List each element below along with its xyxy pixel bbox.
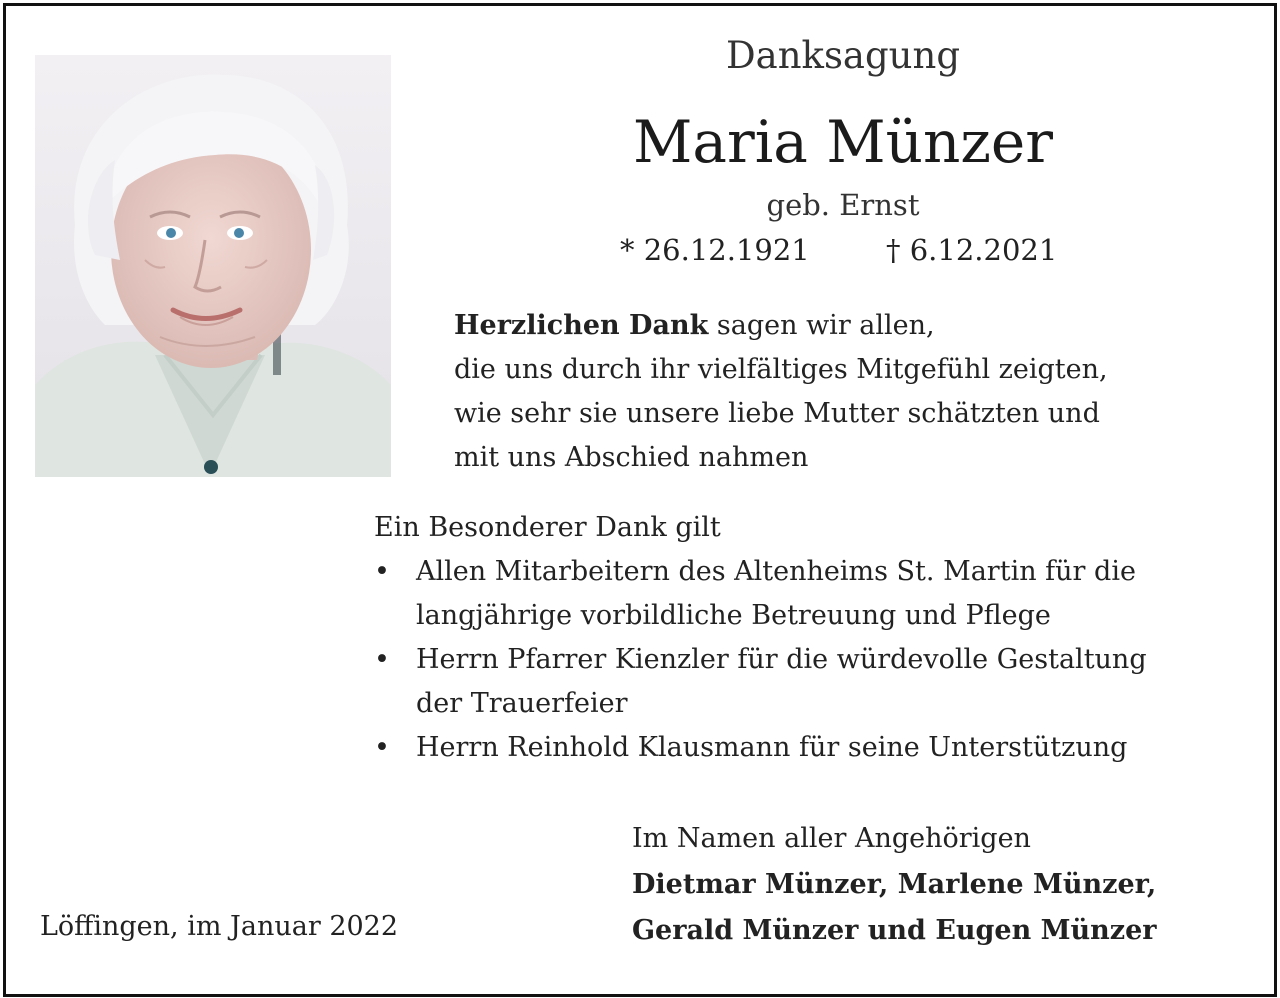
family-names-line-1: Dietmar Münzer, Marlene Münzer, [632, 869, 1157, 900]
bullet-icon: • [374, 732, 390, 763]
thanks-line-3: wie sehr sie unsere liebe Mutter schätzten und [454, 398, 1100, 429]
place-date: Löffingen, im Januar 2022 [40, 911, 399, 942]
thanks-bold: Herzlichen Dank [454, 310, 709, 341]
list-item [374, 726, 1147, 770]
birth-date: * 26.12.1921 [620, 233, 810, 267]
thanks-paragraph [454, 304, 1108, 480]
list-item [374, 638, 1147, 726]
thanks-rest: sagen wir allen, [708, 310, 935, 341]
heading-danksagung: Danksagung [725, 34, 961, 77]
signature-block [632, 816, 1157, 954]
obituary-card [3, 3, 1277, 997]
special-thanks-list [374, 550, 1147, 770]
bullet-icon: • [374, 644, 390, 675]
thanks-line-1 [454, 304, 1108, 348]
family-names-line-2: Gerald Münzer und Eugen Münzer [632, 915, 1157, 946]
maiden-name: geb. Ernst [766, 188, 920, 222]
list-item-line: langjährige vorbildliche Betreuung und Pflege [416, 600, 1051, 631]
list-item-line: Herrn Reinhold Klausmann für seine Unterstützung [416, 732, 1128, 763]
bullet-icon: • [374, 556, 390, 587]
list-item-line: der Trauerfeier [416, 688, 628, 719]
thanks-line-2: die uns durch ihr vielfältiges Mitgefühl zeigten, [454, 354, 1108, 385]
signature-intro: Im Namen aller Angehörigen [632, 823, 1031, 854]
death-date: † 6.12.2021 [886, 233, 1058, 267]
thanks-line-4: mit uns Abschied nahmen [454, 442, 809, 473]
list-item-line: Allen Mitarbeitern des Altenheims St. Martin für die [416, 556, 1136, 587]
special-thanks-intro: Ein Besonderer Dank gilt [374, 512, 721, 543]
list-item [374, 550, 1147, 638]
deceased-name: Maria Münzer [633, 108, 1053, 176]
list-item-line: Herrn Pfarrer Kienzler für die würdevolle Gestaltung [416, 644, 1147, 675]
